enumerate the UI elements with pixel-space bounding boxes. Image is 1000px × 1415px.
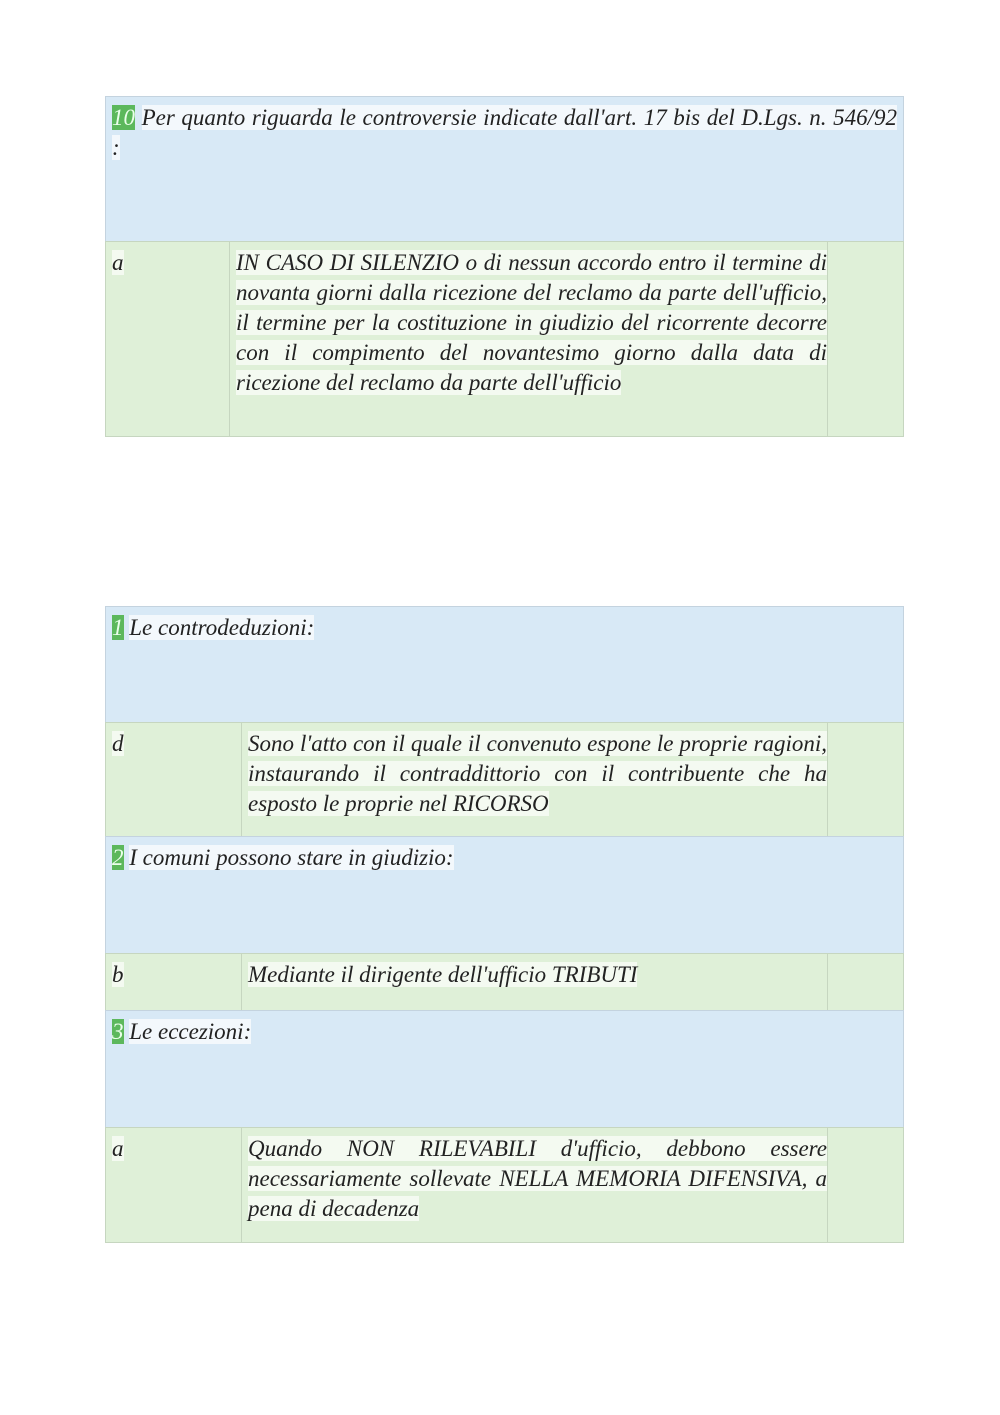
answer-letter: d bbox=[112, 731, 124, 756]
answer-row bbox=[105, 1127, 904, 1243]
answer-marker-cell bbox=[827, 723, 828, 836]
answer-row bbox=[105, 722, 904, 837]
column-divider bbox=[241, 723, 242, 836]
question-text: Per quanto riguarda le controversie indicate dall'art. 17 bis del D.Lgs. n. 546/92 : bbox=[112, 105, 898, 160]
answer-row bbox=[105, 241, 904, 437]
question-row bbox=[105, 606, 904, 723]
answer-marker-cell bbox=[827, 242, 828, 436]
answer-letter: b bbox=[112, 962, 124, 987]
answer-text: Mediante il dirigente dell'ufficio TRIBUTI bbox=[248, 962, 638, 987]
answer-text: IN CASO DI SILENZIO o di nessun accordo entro il termine di novanta giorni dalla ricezione del reclamo da parte dell'ufficio, il termine per la costituzione in giudizio del ricorrente decorre con il compimento del novantesimo giorno dalla data di ricezione del reclamo da parte dell'ufficio bbox=[236, 250, 827, 395]
question-row bbox=[105, 96, 904, 242]
question-number: 2 bbox=[112, 845, 124, 870]
question-text: Le controdeduzioni: bbox=[129, 615, 315, 640]
question-block-10 bbox=[105, 96, 904, 437]
question-row bbox=[105, 1010, 904, 1128]
column-divider bbox=[229, 242, 230, 436]
answer-text: Sono l'atto con il quale il convenuto espone le proprie ragioni, instaurando il contraddittorio con il contribuente che ha esposto le proprie nel RICORSO bbox=[248, 731, 827, 816]
column-divider bbox=[241, 954, 242, 1010]
question-text: I comuni possono stare in giudizio: bbox=[129, 845, 454, 870]
answer-row bbox=[105, 953, 904, 1011]
answer-letter: a bbox=[112, 1136, 124, 1161]
answer-letter: a bbox=[112, 250, 124, 275]
answer-text: Quando NON RILEVABILI d'ufficio, debbono essere necessariamente sollevate NELLA MEMORIA DIFENSIVA, a pena di decadenza bbox=[248, 1136, 827, 1221]
question-number: 10 bbox=[112, 105, 135, 130]
question-row bbox=[105, 836, 904, 954]
column-divider bbox=[241, 1128, 242, 1242]
question-number: 3 bbox=[112, 1019, 124, 1044]
answer-marker-cell bbox=[827, 1128, 828, 1242]
question-number: 1 bbox=[112, 615, 124, 640]
question-block-group bbox=[105, 606, 904, 1243]
answer-marker-cell bbox=[827, 954, 828, 1010]
question-text: Le eccezioni: bbox=[129, 1019, 252, 1044]
